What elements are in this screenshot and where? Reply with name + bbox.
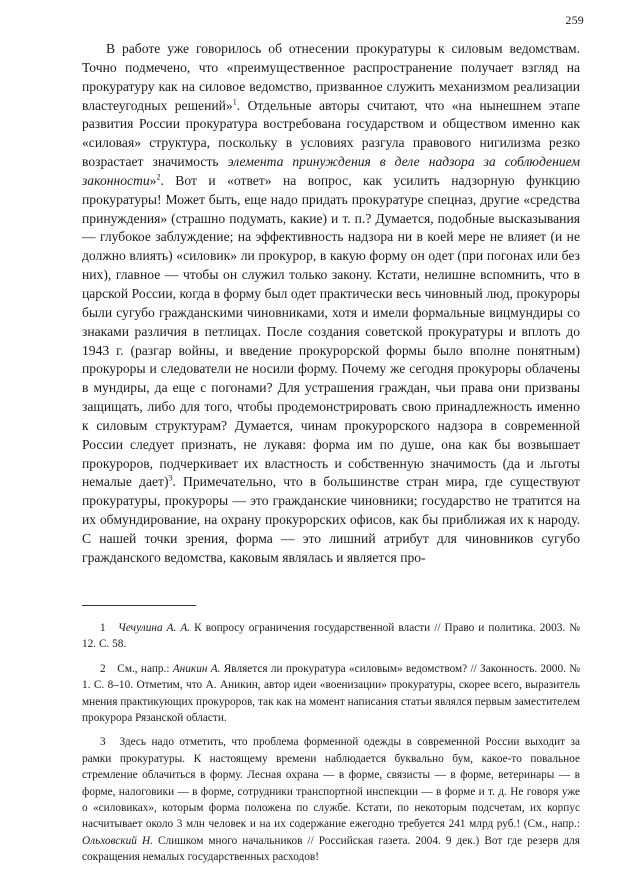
main-text-part: В работе уже говорилось об отнесении прокуратуры к силовым ведомствам. Точно подмечено, что «преимущественное распространение получает взгляд на прокуратуру как на силовое ведомство, призванное служить механизмом реализации властеугодных решений» [82, 41, 580, 113]
main-text-part: . Примечательно, что в большинстве стран мира, где существуют прокуратуры, прокуроры — это гражданские чиновники; государство не тратится на их обмундирование, на охрану прокурорских офисов, как бы приближая их к народу. С нашей точки зрения, форма — это лишний атрибут для чиновников сугубо гражданского ведомства, каковым являлась и является про- [82, 474, 580, 565]
footnote-divider [82, 605, 196, 606]
footnote-1 [82, 620, 580, 653]
footnote-text-tail: Слишком много начальников // Российская газета. 2004. 9 дек.) Вот где резерв для сокращения немалых государственных расходов! [82, 834, 580, 864]
footnote-prefix: См., напр.: [117, 662, 173, 675]
footnote-number: 3 [100, 736, 106, 749]
footnote-ref-1[interactable]: 1 [232, 97, 237, 106]
footnote-text: Является ли прокуратура «силовым» ведомством? // Законность. 2000. № 1. С. 8–10. Отметим, что А. Аникин, автор идеи «военизации» прокуратуры, скорее всего, выразитель мнения практикующих прокуроров, так как на момент написания статьи являлся первым заместителем прокурора Рязанской области. [82, 662, 580, 725]
footnotes [82, 620, 580, 874]
footnote-2 [82, 661, 580, 727]
footnote-author: Чечулина А. А. [118, 622, 191, 634]
footnote-ref-3[interactable]: 3 [168, 473, 173, 483]
main-paragraph [82, 40, 580, 568]
main-text-part: . Отдельные авторы считают, что «на нынешнем этапе развития России прокуратура востребована государством и обществом именно как «силовая» структура, поскольку в условиях разгула правового нигилизма резко возрастает значимость [82, 97, 580, 170]
main-text-part: . Вот и «ответ» на вопрос, как усилить надзорную функцию прокуратуры! Может быть, еще надо придать прокуратуре спецназ, другие «средства принуждения» (страшно подумать, какие) и т. п.? Думается, подобные высказывания — глубокое заблуждение; на эффективность надзора ни в коей мере не влияет (и не должно влиять) «силовик» ли прокурор, в какую форму он одет (при погонах или без них), главное — чтобы он служил только закону. Кстати, нелишне вспомнить, что в царской России, когда в форму был одет практически весь чиновный люд, прокуроры были сугубо гражданскими чиновниками, хотя и имели формальные вицмундиры со знаками различия в петлицах. После создания советской прокуратуры и вплоть до 1943 г. (разгар войны, и введение прокурорской формы было вполне понятным) прокуроры и следователи не носили форму. Почему же сегодня прокуроры облачены в мундиры, да еще с погонами? Для устрашения граждан, чьи права они призваны защищать, либо для того, чтобы продемонстрировать свою принадлежность именно к силовым структурам? Думается, чинам прокурорского надзора в современной России следует признать, не лукавя: форма им по душе, она как бы возвышает прокуроров, подчеркивает их властность и собственную значимость (да и льготы немалые дает) [82, 172, 580, 490]
footnote-text: К вопросу ограничения государственной власти // Право и политика. 2003. № 12. С. 58. [82, 622, 580, 651]
footnote-ref-2[interactable]: 2 [156, 172, 161, 182]
footnote-number: 2 [100, 662, 106, 675]
main-text-part: » [149, 172, 157, 188]
footnote-author: Ольховский Н. [82, 834, 153, 847]
footnote-author: Аникин А. [172, 662, 221, 675]
footnote-text: Здесь надо отметить, что проблема форменной одежды в современной России выходит за рамки прокуратуры. К настоящему времени наблюдается буквально бум, какое-то повальное стремление облачиться в форму. Лесная охрана — в форме, связисты — в форме, ветеринары — в форме, налоговики — в форме, сотрудники транспортной инспекции — в форме и т. д. Не говоря уже о «силовиках», которым форма положена по службе. Кстати, по некоторым подсчетам, их корпус насчитывает около 3 млн человек и на их содержание ежегодно требуется 241 млрд руб.! (См., напр.: [82, 736, 580, 831]
footnote-3 [82, 734, 580, 865]
page-number: 259 [565, 13, 584, 27]
footnote-number: 1 [100, 622, 106, 634]
main-text-italic: элемента принуждения в деле надзора за соблюдением законности [82, 154, 580, 188]
